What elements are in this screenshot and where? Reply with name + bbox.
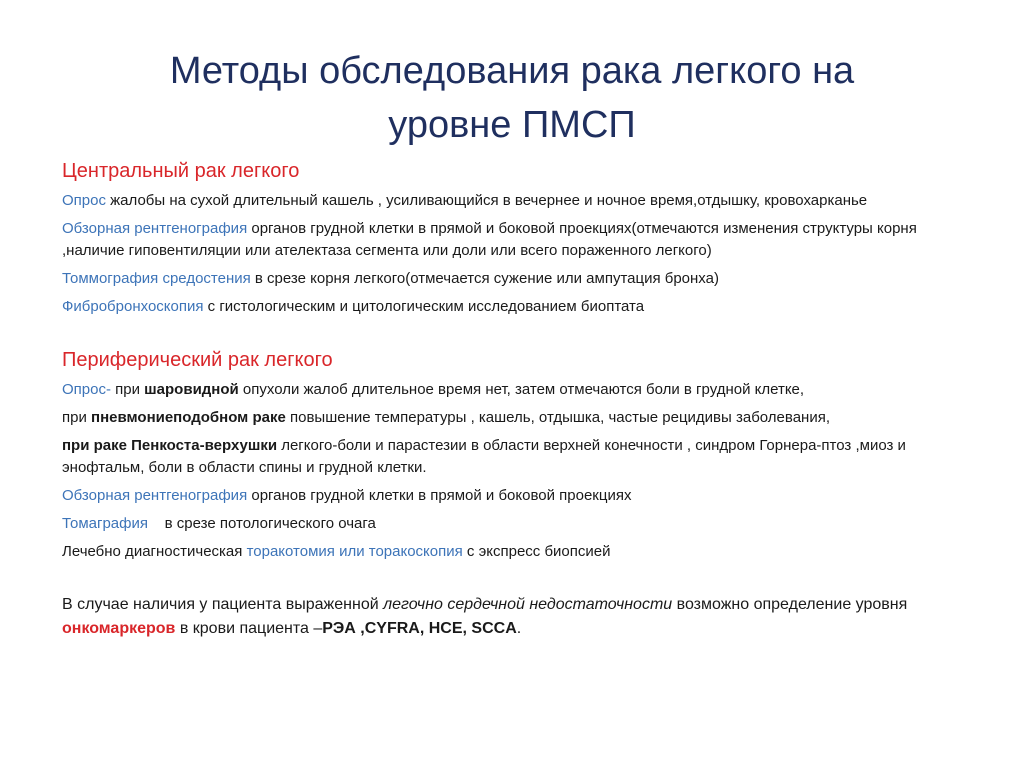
peripheral-item-pneumonia	[62, 407, 962, 429]
peripheral-thoracotomy-post: с экспресс биопсией	[462, 543, 611, 560]
note-oncomarkers: онкомаркеров	[62, 620, 176, 637]
central-item-bronchoscopy	[62, 296, 962, 318]
peripheral-thoracotomy-pre: Лечебно диагностическая	[62, 543, 247, 560]
central-survey-term: Опрос	[62, 192, 106, 209]
note-pre: В случае наличия у пациента выраженной	[62, 596, 384, 613]
peripheral-survey-post: опухоли жалоб длительное время нет, затем отмечаются боли в грудной клетке,	[238, 381, 805, 398]
central-tomography-text: в срезе корня легкого(отмечается сужение или ампутация бронха)	[250, 270, 719, 287]
central-bronchoscopy-term: Фибробронхоскопия	[62, 298, 204, 315]
central-xray-term: Обзорная рентгенография	[62, 220, 248, 237]
slide-content	[62, 155, 962, 647]
slide-title-line-1: Методы обследования рака легкого на	[169, 50, 855, 92]
note-marker-list: РЭА ,CYFRA, НСЕ, SCCA	[322, 620, 517, 637]
central-tomography-term: Томмография средостения	[62, 270, 251, 287]
peripheral-pancoast-bold: при раке Пенкоста-верхушки	[62, 437, 278, 454]
peripheral-xray-text: органов грудной клетки в прямой и боковой проекциях	[247, 487, 632, 504]
peripheral-item-xray	[62, 485, 962, 507]
peripheral-item-survey	[62, 379, 962, 401]
peripheral-pneumonia-pre: при	[62, 409, 92, 426]
slide-title	[60, 44, 964, 152]
peripheral-pneumonia-post: повышение температуры , кашель, отдышка, частые рецидивы заболевания,	[285, 409, 830, 426]
note-mid2: в крови пациента –	[175, 620, 323, 637]
peripheral-thoracotomy-term: торакотомия или торакоскопия	[246, 543, 463, 560]
peripheral-pneumonia-bold: пневмониеподобном раке	[91, 409, 286, 426]
peripheral-item-pancoast	[62, 435, 962, 479]
peripheral-item-thoracotomy	[62, 541, 962, 563]
peripheral-survey-pre: при	[110, 381, 145, 398]
peripheral-xray-term: Обзорная рентгенография	[62, 487, 248, 504]
tumor-markers-note	[62, 593, 962, 641]
peripheral-survey-term: Опрос-	[62, 381, 111, 398]
central-survey-text: жалобы на сухой длительный кашель , усиливающийся в вечернее и ночное время,отдышку, кровохарканье	[105, 192, 868, 209]
peripheral-tomography-term: Томаграфия	[62, 515, 148, 532]
central-xray-text: органов грудной клетки в прямой и боковой проекциях(отмечаются изменения структуры корня ,наличие гиповентиляции или ателектаза сегмента или доли или всего пораженного легкого)	[62, 220, 917, 259]
spacer	[62, 569, 962, 593]
central-item-xray	[62, 218, 962, 262]
peripheral-tomography-text: в срезе потологического очага	[148, 515, 376, 532]
peripheral-pancoast-text: легкого-боли и парастезии в области верхней конечности , синдром Горнера-птоз ,миоз и энофтальм, боли в области спины и грудной клетки.	[62, 437, 906, 476]
note-mid: возможно определение уровня	[672, 596, 908, 613]
central-bronchoscopy-text: с гистологическим и цитологическим исследованием биоптата	[203, 298, 645, 315]
slide-title-line-2: уровне ПМСП	[388, 104, 636, 146]
spacer	[62, 324, 962, 344]
central-cancer-heading: Центральный рак легкого	[62, 160, 300, 182]
peripheral-spherical-bold: шаровидной	[144, 381, 239, 398]
note-cardiopulmonary-italic: легочно сердечной недостаточности	[383, 596, 673, 613]
peripheral-cancer-heading: Периферический рак легкого	[62, 349, 333, 371]
peripheral-item-tomography	[62, 513, 962, 535]
note-end: .	[516, 620, 522, 637]
central-item-tomography	[62, 268, 962, 290]
central-item-survey	[62, 190, 962, 212]
